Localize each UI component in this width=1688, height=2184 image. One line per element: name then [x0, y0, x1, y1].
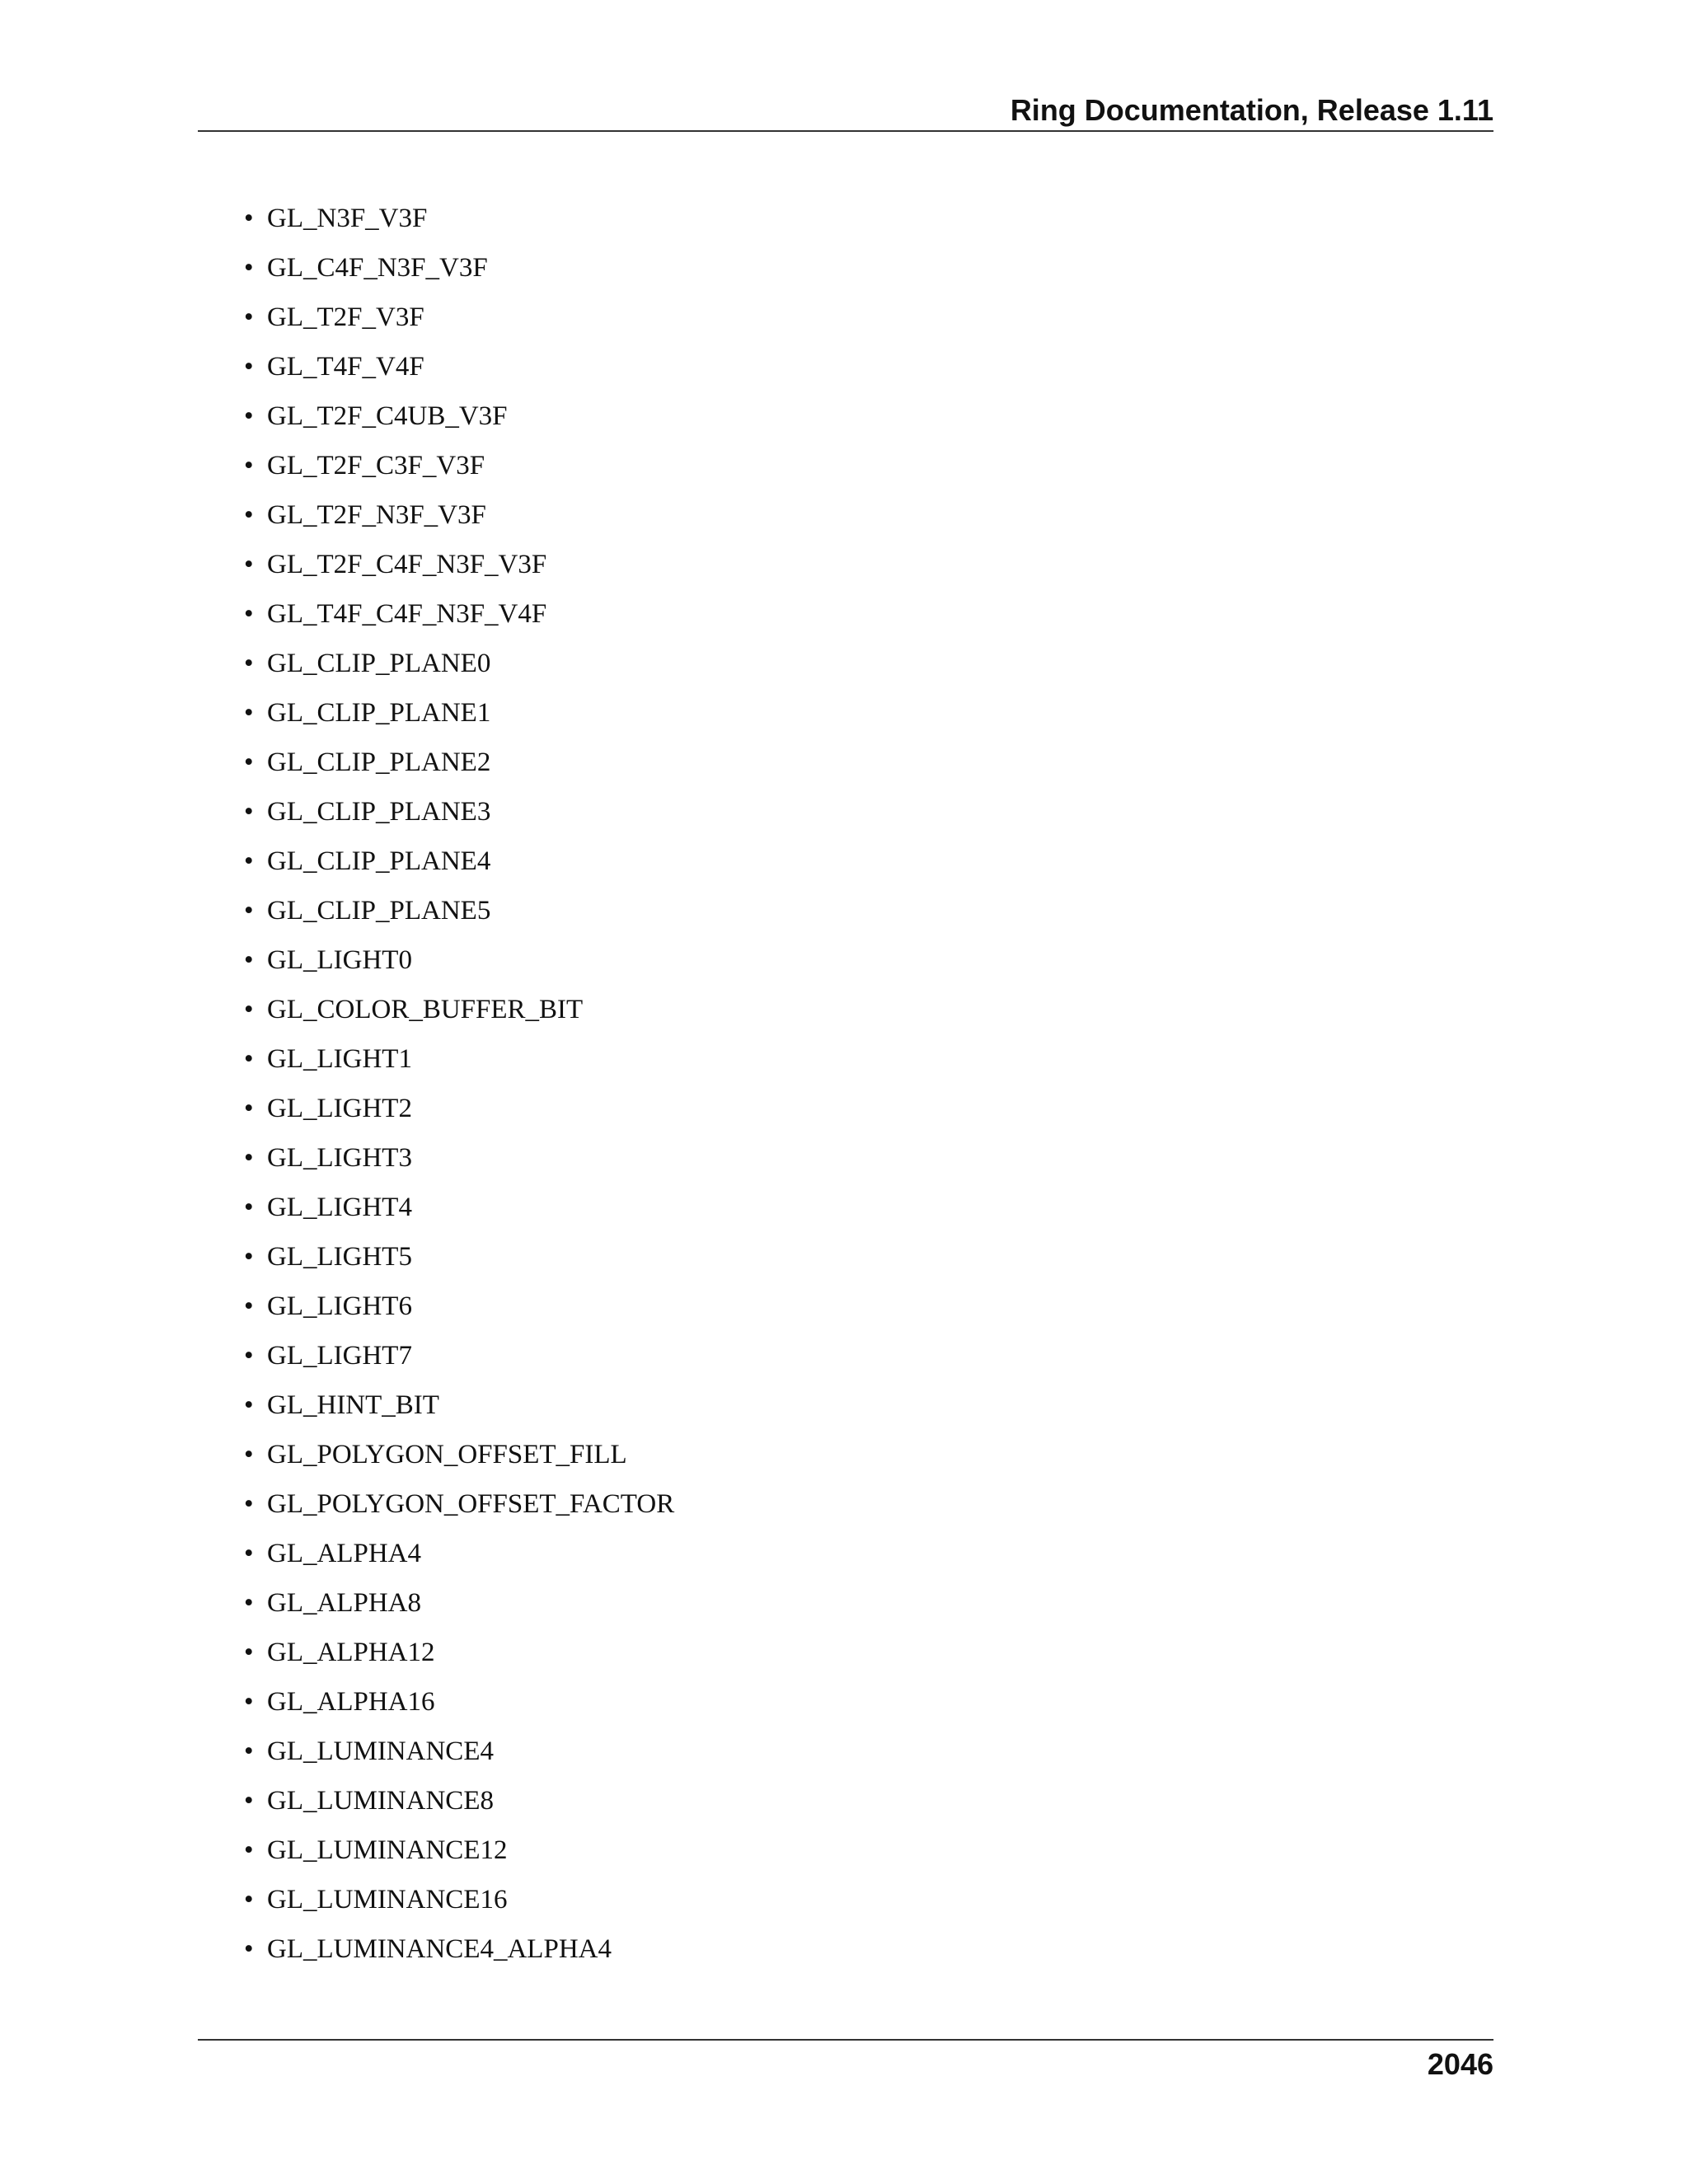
- bullet-icon: •: [244, 1291, 254, 1321]
- list-item-text: GL_LIGHT5: [267, 1242, 412, 1272]
- list-item: [244, 1585, 674, 1634]
- list-item-text: GL_T2F_C3F_V3F: [267, 451, 485, 480]
- bullet-icon: •: [244, 1835, 254, 1865]
- bullet-icon: •: [244, 1044, 254, 1074]
- list-item: [244, 448, 674, 497]
- bullet-icon: •: [244, 1193, 254, 1222]
- bullet-icon: •: [244, 1588, 254, 1618]
- list-item-text: GL_LIGHT3: [267, 1143, 412, 1173]
- list-item: [244, 991, 674, 1041]
- bullet-icon: •: [244, 995, 254, 1024]
- bullet-icon: •: [244, 1885, 254, 1915]
- list-item-text: GL_ALPHA16: [267, 1687, 435, 1717]
- list-item-text: GL_CLIP_PLANE3: [267, 797, 491, 827]
- list-item: [244, 1041, 674, 1090]
- bullet-icon: •: [244, 401, 254, 431]
- bullet-icon: •: [244, 253, 254, 283]
- bullet-icon: •: [244, 945, 254, 975]
- list-item: [244, 1338, 674, 1387]
- bullet-icon: •: [244, 1489, 254, 1519]
- list-item: [244, 546, 674, 596]
- list-item: [244, 1288, 674, 1338]
- list-item-text: GL_N3F_V3F: [267, 204, 428, 233]
- list-item-text: GL_LUMINANCE16: [267, 1885, 508, 1915]
- page-header-title: Ring Documentation, Release 1.11: [1010, 93, 1493, 127]
- list-item-text: GL_LUMINANCE12: [267, 1835, 508, 1865]
- bullet-icon: •: [244, 698, 254, 728]
- bullet-icon: •: [244, 1786, 254, 1816]
- bullet-icon: •: [244, 649, 254, 678]
- list-item: [244, 250, 674, 299]
- list-item: [244, 645, 674, 695]
- list-item-text: GL_CLIP_PLANE1: [267, 698, 491, 728]
- bullet-icon: •: [244, 352, 254, 382]
- list-item-text: GL_ALPHA8: [267, 1588, 421, 1618]
- bullet-icon: •: [244, 451, 254, 480]
- list-item-text: GL_T2F_C4F_N3F_V3F: [267, 550, 547, 579]
- list-item-text: GL_LIGHT6: [267, 1291, 412, 1321]
- list-item-text: GL_LIGHT4: [267, 1193, 412, 1222]
- list-item-text: GL_POLYGON_OFFSET_FACTOR: [267, 1489, 675, 1519]
- header-divider: [198, 130, 1493, 132]
- bullet-icon: •: [244, 1440, 254, 1469]
- bullet-icon: •: [244, 1390, 254, 1420]
- list-item: [244, 299, 674, 349]
- list-item: [244, 1387, 674, 1436]
- bullet-icon: •: [244, 1638, 254, 1667]
- list-item: [244, 843, 674, 893]
- list-item-text: GL_HINT_BIT: [267, 1390, 439, 1420]
- bullet-icon: •: [244, 1687, 254, 1717]
- list-item-text: GL_ALPHA12: [267, 1638, 435, 1667]
- page-number: 2046: [1427, 2047, 1493, 2081]
- list-item-text: GL_COLOR_BUFFER_BIT: [267, 995, 584, 1024]
- bullet-icon: •: [244, 599, 254, 629]
- list-item-text: GL_T2F_C4UB_V3F: [267, 401, 508, 431]
- bullet-icon: •: [244, 748, 254, 777]
- list-item: [244, 1436, 674, 1486]
- list-item: [244, 1832, 674, 1882]
- list-item: [244, 1733, 674, 1783]
- bullet-icon: •: [244, 797, 254, 827]
- list-item: [244, 1684, 674, 1733]
- list-item: [244, 1090, 674, 1140]
- list-item: [244, 942, 674, 991]
- bullet-icon: •: [244, 204, 254, 233]
- footer-divider: [198, 2039, 1493, 2041]
- list-item: [244, 596, 674, 645]
- bullet-icon: •: [244, 1242, 254, 1272]
- list-item: [244, 744, 674, 794]
- list-item: [244, 349, 674, 398]
- list-item-text: GL_T2F_N3F_V3F: [267, 500, 486, 530]
- list-item-text: GL_LUMINANCE4_ALPHA4: [267, 1934, 612, 1964]
- list-item-text: GL_LUMINANCE8: [267, 1786, 494, 1816]
- list-item-text: GL_CLIP_PLANE5: [267, 896, 491, 926]
- list-item-text: GL_CLIP_PLANE0: [267, 649, 491, 678]
- bullet-icon: •: [244, 1143, 254, 1173]
- list-item: [244, 497, 674, 546]
- list-item: [244, 1486, 674, 1535]
- list-item-text: GL_LIGHT0: [267, 945, 412, 975]
- bullet-icon: •: [244, 1094, 254, 1123]
- bullet-icon: •: [244, 1934, 254, 1964]
- list-item: [244, 1931, 674, 1980]
- list-item-text: GL_T4F_C4F_N3F_V4F: [267, 599, 547, 629]
- list-item: [244, 1634, 674, 1684]
- list-item-text: GL_C4F_N3F_V3F: [267, 253, 488, 283]
- list-item-text: GL_LUMINANCE4: [267, 1736, 494, 1766]
- list-item: [244, 1189, 674, 1239]
- bullet-icon: •: [244, 302, 254, 332]
- list-item-text: GL_LIGHT7: [267, 1341, 412, 1371]
- list-item-text: GL_T4F_V4F: [267, 352, 424, 382]
- bullet-icon: •: [244, 896, 254, 926]
- bullet-icon: •: [244, 500, 254, 530]
- list-item: [244, 695, 674, 744]
- list-item: [244, 1239, 674, 1288]
- bullet-icon: •: [244, 846, 254, 876]
- list-item-text: GL_CLIP_PLANE4: [267, 846, 491, 876]
- list-item-text: GL_LIGHT2: [267, 1094, 412, 1123]
- list-item-text: GL_LIGHT1: [267, 1044, 412, 1074]
- list-item: [244, 893, 674, 942]
- bullet-icon: •: [244, 550, 254, 579]
- list-item-text: GL_CLIP_PLANE2: [267, 748, 491, 777]
- bullet-icon: •: [244, 1539, 254, 1568]
- list-item-text: GL_ALPHA4: [267, 1539, 421, 1568]
- list-item: [244, 200, 674, 250]
- list-item: [244, 794, 674, 843]
- constant-list: [244, 200, 674, 1980]
- list-item: [244, 1140, 674, 1189]
- list-item: [244, 398, 674, 448]
- list-item: [244, 1783, 674, 1832]
- list-item-text: GL_T2F_V3F: [267, 302, 424, 332]
- bullet-icon: •: [244, 1736, 254, 1766]
- list-item: [244, 1535, 674, 1585]
- bullet-icon: •: [244, 1341, 254, 1371]
- list-item-text: GL_POLYGON_OFFSET_FILL: [267, 1440, 627, 1469]
- list-item: [244, 1882, 674, 1931]
